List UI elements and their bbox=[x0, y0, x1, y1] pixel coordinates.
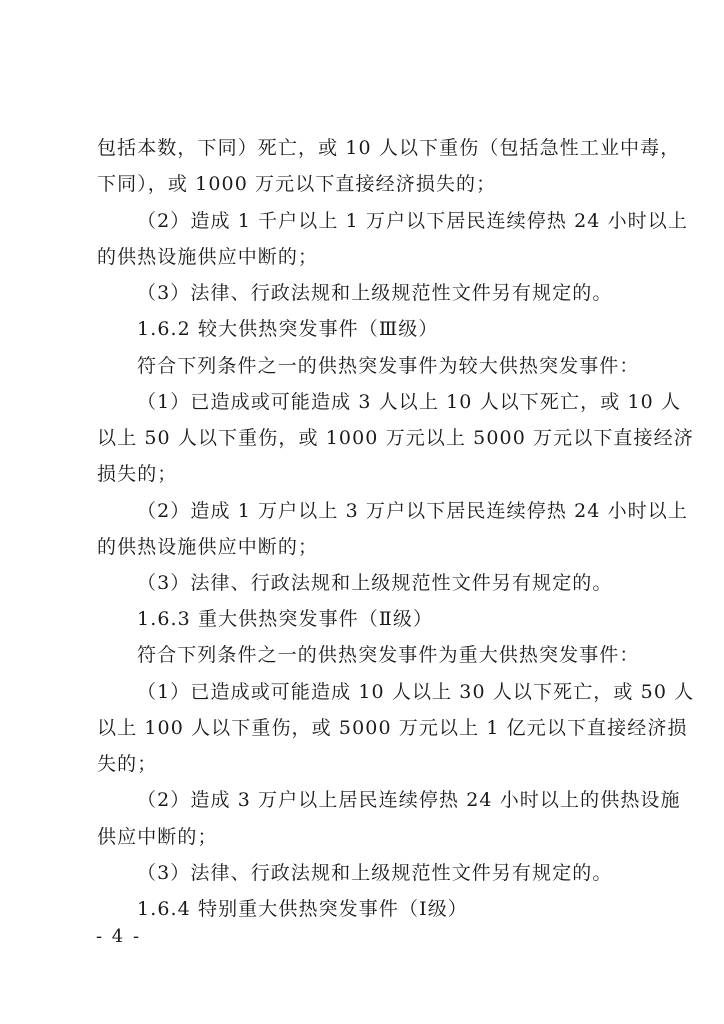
text-line: 以上 100 人以下重伤，或 5000 万元以上 1 亿元以下直接经济损 bbox=[97, 717, 688, 739]
section-heading: 1.6.4 特别重大供热突发事件（Ⅰ级） bbox=[137, 898, 468, 920]
text-line: （3）法律、行政法规和上级规范性文件另有规定的。 bbox=[137, 862, 613, 884]
text-line: 失的； bbox=[97, 753, 158, 775]
text-line: （2）造成 1 万户以上 3 万户以下居民连续停热 24 小时以上 bbox=[137, 500, 688, 522]
text-line: （2）造成 1 千户以上 1 万户以下居民连续停热 24 小时以上 bbox=[137, 210, 688, 232]
text-line: 包括本数，下同）死亡，或 10 人以下重伤（包括急性工业中毒， bbox=[97, 137, 681, 159]
text-line: 符合下列条件之一的供热突发事件为重大供热突发事件： bbox=[137, 644, 640, 666]
text-line: 下同），或 1000 万元以下直接经济损失的； bbox=[97, 173, 497, 195]
text-line: （3）法律、行政法规和上级规范性文件另有规定的。 bbox=[137, 572, 613, 594]
text-line: 的供热设施供应中断的； bbox=[97, 246, 319, 268]
text-line: 的供热设施供应中断的； bbox=[97, 536, 319, 558]
section-heading: 1.6.3 重大供热突发事件（Ⅱ级） bbox=[137, 608, 434, 630]
text-line: （1）已造成或可能造成 10 人以上 30 人以下死亡，或 50 人 bbox=[137, 681, 695, 703]
text-line: 符合下列条件之一的供热突发事件为较大供热突发事件： bbox=[137, 355, 640, 377]
text-line: 以上 50 人以下重伤，或 1000 万元以上 5000 万元以下直接经济 bbox=[97, 427, 694, 449]
text-line: （2）造成 3 万户以上居民连续停热 24 小时以上的供热设施 bbox=[137, 789, 681, 811]
text-line: （3）法律、行政法规和上级规范性文件另有规定的。 bbox=[137, 282, 613, 304]
text-line: 损失的； bbox=[97, 463, 178, 485]
section-heading: 1.6.2 较大供热突发事件（Ⅲ级） bbox=[137, 318, 439, 340]
text-line: 供应中断的； bbox=[97, 826, 218, 848]
page-number: - 4 - bbox=[96, 926, 142, 947]
text-line: （1）已造成或可能造成 3 人以上 10 人以下死亡，或 10 人 bbox=[137, 391, 682, 413]
